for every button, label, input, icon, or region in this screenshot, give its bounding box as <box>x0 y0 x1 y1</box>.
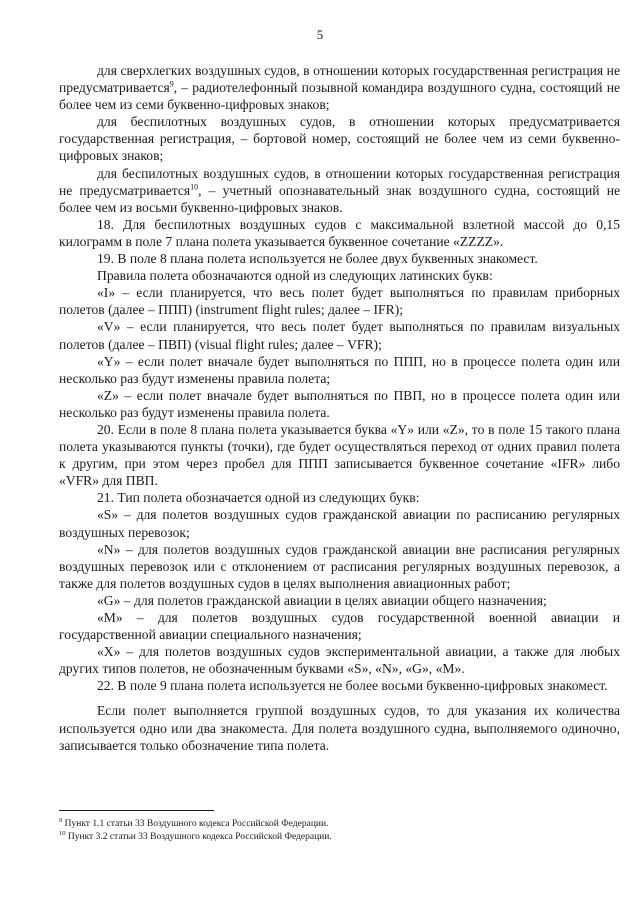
footnote-10: $^{10}$ Пункт 3.2 статьи 33 Воздушного кодекса Российской Федерации. <box>59 829 332 842</box>
paragraph-type-m: «M» – для полетов воздушных судов государственной военной авиации и государственной авиации специального назначения; <box>59 610 620 643</box>
paragraph-item-21: 21. Тип полета обозначается одной из следующих букв: <box>97 490 420 506</box>
paragraph-type-n: «N» – для полетов воздушных судов гражданской авиации вне расписания регулярных воздушных перевозок или с отклонением от расписания регулярных воздушных перевозок, а также для полетов воздушных судов в целях выполнения авиационных работ; <box>59 541 620 591</box>
paragraph-type-g: «G» – для полетов гражданской авиации в целях авиации общего назначения; <box>97 592 547 608</box>
paragraph-type-s: «S» – для полетов воздушных судов гражданской авиации по расписанию регулярных воздушных перевозок; <box>59 507 620 540</box>
paragraph-uav-unregistered: для беспилотных воздушных судов, в отношении которых государственная регистрация не предусматривается$^{10}$, – учетный опознавательный знак воздушного судна, состоящий не более чем из восьми буквенно-цифровых знаков. <box>59 165 621 215</box>
footnote-divider <box>59 810 214 811</box>
paragraph-rule-v: «V» – если планируется, что весь полет будет выполняться по правилам визуальных полетов (далее – ПВП) (visual flight rules; далее – VFR); <box>59 319 620 352</box>
paragraph-group-flight: Если полет выполняется группой воздушных судов, то для указания их количества используется одно или два знакоместа. Для полета воздушного судна, выполняемого одиночно, записывается только обозначение типа полета. <box>59 703 620 753</box>
paragraph-item-20: 20. Если в поле 8 плана полета указывается буква «Y» или «Z», то в поле 15 такого плана полета указываются пункты (точки), где будет осуществляться переход от одних правил полета к другим, при этом через пробел для ППП записывается буквенное сочетание «IFR» либо «VFR» для ПВП. <box>59 421 620 489</box>
paragraph-item-18: 18. Для беспилотных воздушных судов с максимальной взлетной массой до 0,15 килограмм в поле 7 плана полета указывается буквенное сочетание «ZZZZ». <box>59 216 620 249</box>
footnotes <box>59 818 620 844</box>
paragraph-rule-i: «I» – если планируется, что весь полет будет выполняться по правилам приборных полетов (далее – ППП) (instrument flight rules; далее – IFR); <box>59 285 620 318</box>
footnote-mark-10: 10 <box>59 829 66 837</box>
footnote-ref-10: 10 <box>190 182 199 192</box>
paragraph-uav-registered: для беспилотных воздушных судов, в отношении которых предусматривается государственная регистрация, – бортовой номер, состоящий не более чем из семи буквенно-цифровых знаков; <box>59 114 620 164</box>
paragraph-ultralight-aircraft: для сверхлегких воздушных судов, в отношении которых государственная регистрация не предусматривается$^9$, – радиотелефонный позывной командира воздушного судна, состоящий не более чем из семи буквенно-цифровых знаков; <box>59 63 620 113</box>
paragraph-item-19: 19. В поле 8 плана полета используется не более двух буквенных знакомест. <box>97 251 538 267</box>
footnote-mark-9: 9 <box>59 816 63 824</box>
footnote-9: $^9$ Пункт 1.1 статьи 33 Воздушного кодекса Российской Федерации. <box>59 816 329 829</box>
paragraph-rule-y: «Y» – если полет вначале будет выполняться по ППП, но в процессе полета один или несколько раз будут изменены правила полета; <box>59 353 620 386</box>
paragraph-flight-rules-intro: Правила полета обозначаются одной из следующих латинских букв: <box>97 268 493 284</box>
paragraph-item-22: 22. В поле 9 плана полета используется не более восьми буквенно-цифровых знакомест. <box>97 678 608 694</box>
paragraph-type-x: «X» – для полетов воздушных судов экспериментальной авиации, а также для любых других типов полетов, не обозначенным буквами «S», «N», «G», «M». <box>59 644 620 677</box>
paragraph-rule-z: «Z» – если полет вначале будет выполняться по ПВП, но в процессе полета один или несколько раз будут изменены правила полета. <box>59 387 620 420</box>
footnote-ref-9: 9 <box>169 79 174 89</box>
document-body <box>59 62 620 754</box>
page-number: 5 <box>316 27 324 42</box>
